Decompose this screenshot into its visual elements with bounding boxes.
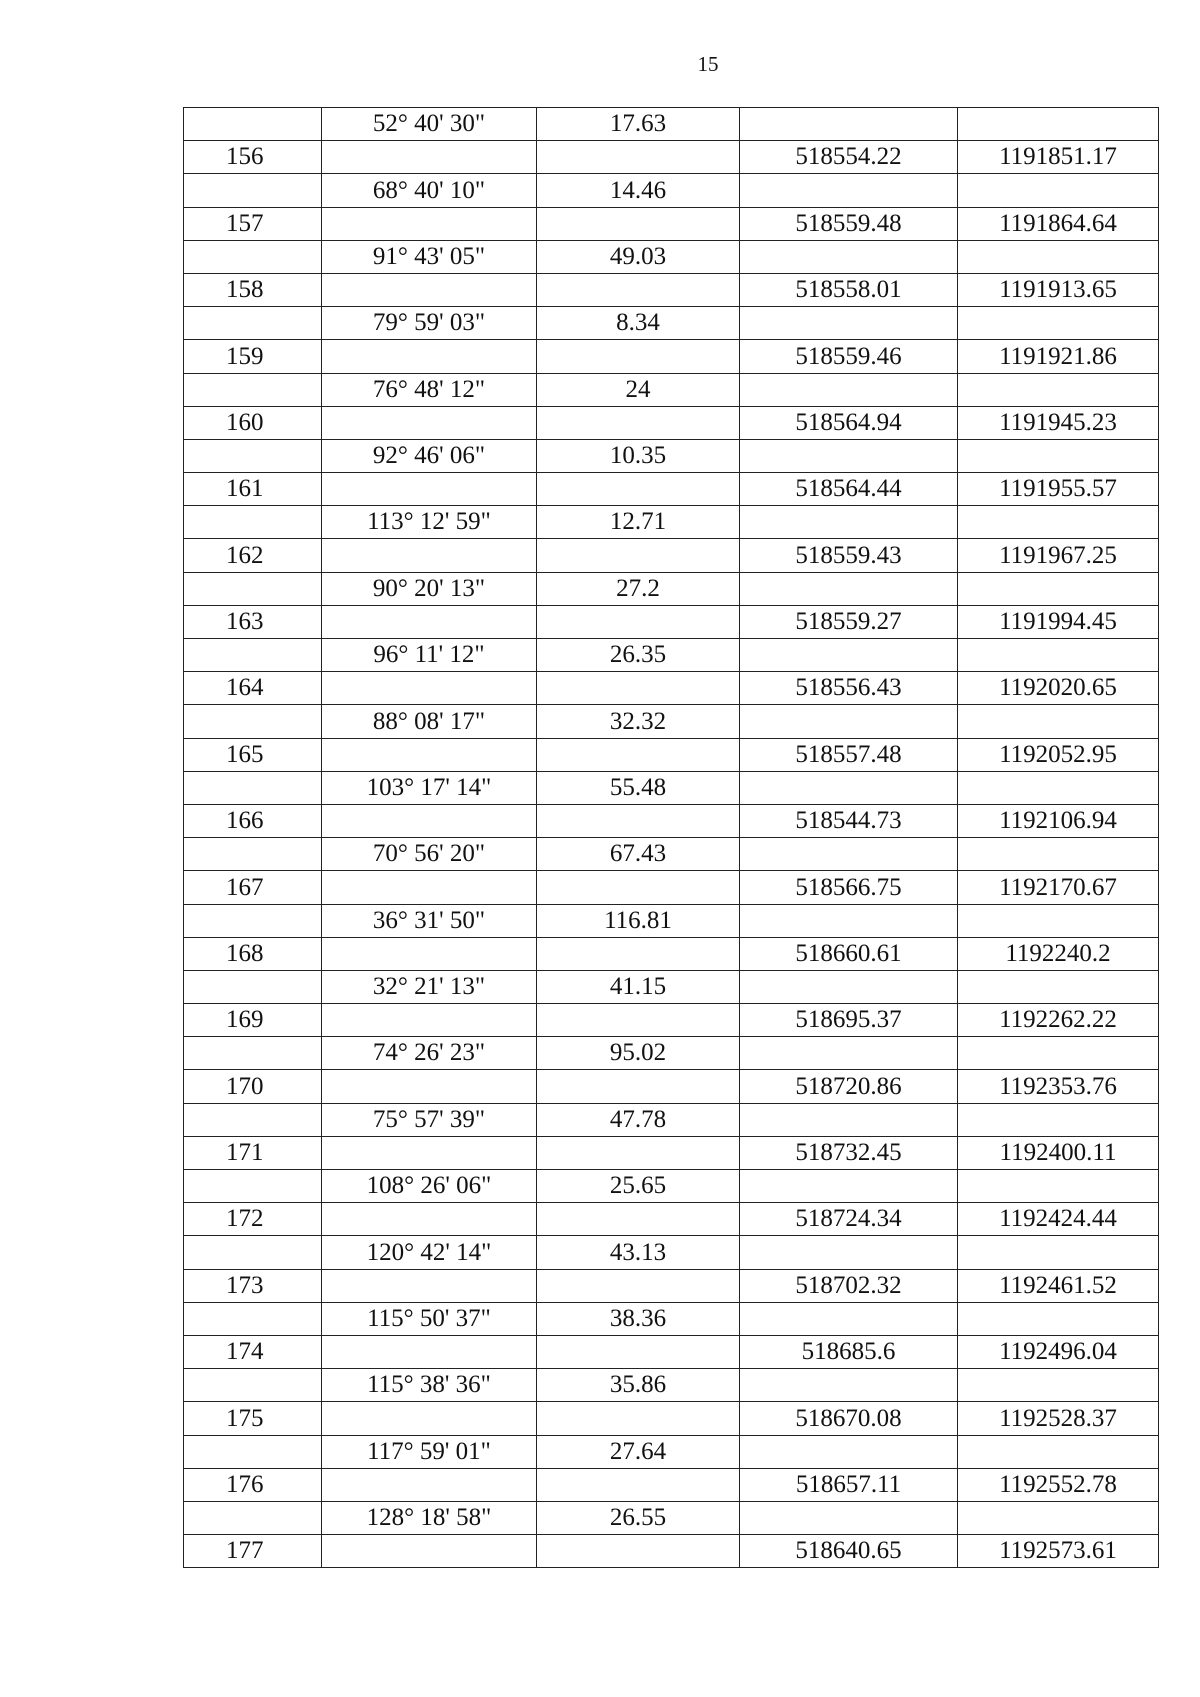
coordinates-table: [183, 107, 1159, 1568]
cell-y: [958, 439, 1159, 472]
cell-y: [958, 639, 1159, 672]
cell-x: [740, 174, 958, 207]
cell-y: [958, 572, 1159, 605]
cell-distance: 35.86: [537, 1369, 740, 1402]
cell-angle: [322, 273, 537, 306]
cell-point: 175: [184, 1402, 322, 1435]
table-row: [184, 1004, 1159, 1037]
cell-point: 174: [184, 1335, 322, 1368]
cell-x: [740, 771, 958, 804]
cell-distance: [537, 207, 740, 240]
cell-angle: [322, 539, 537, 572]
cell-point: 171: [184, 1136, 322, 1169]
cell-x: 518559.46: [740, 340, 958, 373]
table-row: [184, 771, 1159, 804]
cell-y: 1192461.52: [958, 1269, 1159, 1302]
cell-point: [184, 771, 322, 804]
cell-point: 157: [184, 207, 322, 240]
cell-angle: 115° 38' 36": [322, 1369, 537, 1402]
cell-angle: 96° 11' 12": [322, 639, 537, 672]
cell-point: [184, 1435, 322, 1468]
cell-point: [184, 904, 322, 937]
cell-point: [184, 439, 322, 472]
table-row: [184, 1369, 1159, 1402]
cell-distance: 95.02: [537, 1037, 740, 1070]
cell-y: 1192170.67: [958, 871, 1159, 904]
cell-angle: [322, 605, 537, 638]
table-row: [184, 1468, 1159, 1501]
table-row: [184, 273, 1159, 306]
cell-angle: 113° 12' 59": [322, 506, 537, 539]
cell-y: 1191913.65: [958, 273, 1159, 306]
cell-distance: 47.78: [537, 1103, 740, 1136]
cell-distance: 10.35: [537, 439, 740, 472]
coordinates-table-body: [184, 108, 1159, 1568]
cell-distance: 17.63: [537, 108, 740, 141]
cell-point: [184, 1236, 322, 1269]
cell-y: [958, 373, 1159, 406]
cell-y: [958, 705, 1159, 738]
cell-angle: 103° 17' 14": [322, 771, 537, 804]
cell-x: 518566.75: [740, 871, 958, 904]
cell-point: [184, 970, 322, 1003]
cell-point: 160: [184, 406, 322, 439]
cell-point: [184, 174, 322, 207]
cell-y: [958, 108, 1159, 141]
table-row: [184, 639, 1159, 672]
cell-angle: 117° 59' 01": [322, 1435, 537, 1468]
cell-x: [740, 1170, 958, 1203]
cell-y: [958, 838, 1159, 871]
cell-point: [184, 1302, 322, 1335]
cell-x: 518554.22: [740, 141, 958, 174]
table-row: [184, 970, 1159, 1003]
cell-point: 167: [184, 871, 322, 904]
cell-x: 518558.01: [740, 273, 958, 306]
cell-point: [184, 108, 322, 141]
cell-angle: 108° 26' 06": [322, 1170, 537, 1203]
cell-distance: [537, 738, 740, 771]
cell-angle: [322, 340, 537, 373]
cell-x: [740, 1501, 958, 1534]
cell-y: 1192528.37: [958, 1402, 1159, 1435]
cell-point: 173: [184, 1269, 322, 1302]
cell-angle: [322, 1269, 537, 1302]
table-row: [184, 1302, 1159, 1335]
cell-distance: 38.36: [537, 1302, 740, 1335]
cell-distance: [537, 141, 740, 174]
table-row: [184, 473, 1159, 506]
cell-x: 518544.73: [740, 804, 958, 837]
cell-y: 1192496.04: [958, 1335, 1159, 1368]
cell-angle: 90° 20' 13": [322, 572, 537, 605]
cell-y: [958, 506, 1159, 539]
table-row: [184, 1236, 1159, 1269]
cell-point: 176: [184, 1468, 322, 1501]
cell-x: 518702.32: [740, 1269, 958, 1302]
table-row: [184, 439, 1159, 472]
cell-angle: [322, 473, 537, 506]
cell-point: [184, 1369, 322, 1402]
cell-angle: [322, 207, 537, 240]
cell-point: 159: [184, 340, 322, 373]
cell-distance: 49.03: [537, 240, 740, 273]
cell-angle: 36° 31' 50": [322, 904, 537, 937]
cell-angle: [322, 1335, 537, 1368]
cell-distance: [537, 473, 740, 506]
cell-x: [740, 1369, 958, 1402]
cell-distance: [537, 539, 740, 572]
cell-angle: 128° 18' 58": [322, 1501, 537, 1534]
cell-y: 1191994.45: [958, 605, 1159, 638]
cell-x: 518557.48: [740, 738, 958, 771]
cell-x: [740, 307, 958, 340]
cell-point: 169: [184, 1004, 322, 1037]
cell-point: [184, 572, 322, 605]
table-row: [184, 307, 1159, 340]
cell-distance: 27.2: [537, 572, 740, 605]
table-row: [184, 738, 1159, 771]
cell-angle: 75° 57' 39": [322, 1103, 537, 1136]
cell-x: 518559.48: [740, 207, 958, 240]
cell-angle: 120° 42' 14": [322, 1236, 537, 1269]
cell-distance: 32.32: [537, 705, 740, 738]
cell-x: 518732.45: [740, 1136, 958, 1169]
table-row: [184, 1269, 1159, 1302]
cell-point: 168: [184, 937, 322, 970]
cell-y: 1192106.94: [958, 804, 1159, 837]
cell-point: 172: [184, 1203, 322, 1236]
cell-x: [740, 108, 958, 141]
cell-angle: [322, 141, 537, 174]
cell-x: [740, 1435, 958, 1468]
cell-angle: [322, 406, 537, 439]
cell-point: [184, 639, 322, 672]
cell-distance: [537, 1004, 740, 1037]
cell-point: 166: [184, 804, 322, 837]
cell-distance: [537, 605, 740, 638]
cell-distance: 43.13: [537, 1236, 740, 1269]
cell-y: [958, 970, 1159, 1003]
cell-x: [740, 838, 958, 871]
cell-distance: [537, 1535, 740, 1568]
table-row: [184, 340, 1159, 373]
table-row: [184, 373, 1159, 406]
cell-y: 1192424.44: [958, 1203, 1159, 1236]
cell-point: 163: [184, 605, 322, 638]
cell-point: [184, 705, 322, 738]
cell-y: [958, 1170, 1159, 1203]
cell-point: [184, 1501, 322, 1534]
cell-distance: 27.64: [537, 1435, 740, 1468]
cell-point: 164: [184, 672, 322, 705]
cell-x: [740, 1037, 958, 1070]
table-row: [184, 1103, 1159, 1136]
cell-point: 158: [184, 273, 322, 306]
cell-point: [184, 838, 322, 871]
cell-point: [184, 1170, 322, 1203]
cell-y: 1191851.17: [958, 141, 1159, 174]
table-row: [184, 539, 1159, 572]
cell-angle: [322, 672, 537, 705]
cell-y: [958, 904, 1159, 937]
cell-angle: 79° 59' 03": [322, 307, 537, 340]
cell-point: 170: [184, 1070, 322, 1103]
table-row: [184, 1037, 1159, 1070]
cell-x: [740, 240, 958, 273]
cell-distance: 67.43: [537, 838, 740, 871]
cell-y: [958, 1501, 1159, 1534]
table-row: [184, 174, 1159, 207]
cell-distance: [537, 871, 740, 904]
cell-y: 1191921.86: [958, 340, 1159, 373]
cell-x: [740, 970, 958, 1003]
table-row: [184, 1136, 1159, 1169]
cell-point: [184, 240, 322, 273]
cell-point: [184, 1103, 322, 1136]
cell-y: [958, 1037, 1159, 1070]
table-row: [184, 1170, 1159, 1203]
cell-angle: [322, 937, 537, 970]
cell-distance: 41.15: [537, 970, 740, 1003]
table-row: [184, 141, 1159, 174]
table-row: [184, 506, 1159, 539]
cell-y: [958, 174, 1159, 207]
cell-x: [740, 1103, 958, 1136]
table-row: [184, 1501, 1159, 1534]
table-row: [184, 1535, 1159, 1568]
cell-distance: 8.34: [537, 307, 740, 340]
cell-distance: [537, 1203, 740, 1236]
cell-angle: 68° 40' 10": [322, 174, 537, 207]
cell-distance: [537, 804, 740, 837]
cell-angle: 91° 43' 05": [322, 240, 537, 273]
cell-y: [958, 240, 1159, 273]
cell-distance: 55.48: [537, 771, 740, 804]
cell-x: 518657.11: [740, 1468, 958, 1501]
table-row: [184, 572, 1159, 605]
cell-angle: [322, 1136, 537, 1169]
cell-angle: 52° 40' 30": [322, 108, 537, 141]
cell-angle: [322, 1004, 537, 1037]
cell-y: 1191945.23: [958, 406, 1159, 439]
cell-x: 518724.34: [740, 1203, 958, 1236]
table-row: [184, 406, 1159, 439]
table-row: [184, 804, 1159, 837]
cell-y: [958, 1435, 1159, 1468]
table-row: [184, 672, 1159, 705]
cell-angle: 74° 26' 23": [322, 1037, 537, 1070]
cell-distance: 12.71: [537, 506, 740, 539]
cell-distance: 24: [537, 373, 740, 406]
cell-angle: [322, 1203, 537, 1236]
cell-angle: [322, 871, 537, 904]
cell-x: [740, 572, 958, 605]
cell-x: 518660.61: [740, 937, 958, 970]
cell-angle: 32° 21' 13": [322, 970, 537, 1003]
cell-x: 518670.08: [740, 1402, 958, 1435]
table-row: [184, 705, 1159, 738]
cell-distance: 25.65: [537, 1170, 740, 1203]
cell-y: 1192573.61: [958, 1535, 1159, 1568]
cell-y: 1192262.22: [958, 1004, 1159, 1037]
cell-x: 518559.43: [740, 539, 958, 572]
cell-point: [184, 506, 322, 539]
cell-y: 1192353.76: [958, 1070, 1159, 1103]
cell-y: 1192400.11: [958, 1136, 1159, 1169]
cell-y: 1191955.57: [958, 473, 1159, 506]
cell-x: 518559.27: [740, 605, 958, 638]
cell-y: [958, 1236, 1159, 1269]
cell-angle: [322, 1070, 537, 1103]
cell-y: 1192240.2: [958, 937, 1159, 970]
table-row: [184, 1203, 1159, 1236]
cell-point: 177: [184, 1535, 322, 1568]
table-row: [184, 240, 1159, 273]
cell-angle: 70° 56' 20": [322, 838, 537, 871]
cell-point: [184, 373, 322, 406]
cell-x: 518685.6: [740, 1335, 958, 1368]
table-row: [184, 1070, 1159, 1103]
cell-distance: [537, 1468, 740, 1501]
table-row: [184, 838, 1159, 871]
cell-distance: 26.55: [537, 1501, 740, 1534]
cell-y: 1191864.64: [958, 207, 1159, 240]
cell-x: 518564.44: [740, 473, 958, 506]
cell-point: 156: [184, 141, 322, 174]
cell-point: 165: [184, 738, 322, 771]
cell-point: 161: [184, 473, 322, 506]
cell-distance: [537, 937, 740, 970]
table-row: [184, 904, 1159, 937]
cell-angle: [322, 1402, 537, 1435]
cell-distance: 14.46: [537, 174, 740, 207]
table-row: [184, 1402, 1159, 1435]
cell-distance: [537, 1070, 740, 1103]
cell-point: [184, 1037, 322, 1070]
cell-distance: [537, 672, 740, 705]
cell-y: [958, 1302, 1159, 1335]
cell-distance: [537, 1269, 740, 1302]
cell-x: [740, 1302, 958, 1335]
table-row: [184, 1335, 1159, 1368]
cell-y: [958, 771, 1159, 804]
cell-angle: 88° 08' 17": [322, 705, 537, 738]
cell-x: 518695.37: [740, 1004, 958, 1037]
cell-x: 518720.86: [740, 1070, 958, 1103]
cell-y: [958, 307, 1159, 340]
cell-distance: [537, 1335, 740, 1368]
cell-angle: [322, 738, 537, 771]
cell-distance: 26.35: [537, 639, 740, 672]
cell-x: [740, 373, 958, 406]
cell-x: 518556.43: [740, 672, 958, 705]
cell-y: 1192020.65: [958, 672, 1159, 705]
cell-distance: 116.81: [537, 904, 740, 937]
cell-x: [740, 904, 958, 937]
cell-angle: 76° 48' 12": [322, 373, 537, 406]
table-row: [184, 937, 1159, 970]
cell-y: 1192552.78: [958, 1468, 1159, 1501]
cell-x: 518640.65: [740, 1535, 958, 1568]
cell-angle: [322, 1535, 537, 1568]
table-row: [184, 605, 1159, 638]
cell-y: [958, 1103, 1159, 1136]
cell-distance: [537, 273, 740, 306]
table-row: [184, 1435, 1159, 1468]
cell-x: [740, 1236, 958, 1269]
cell-x: [740, 705, 958, 738]
cell-angle: 115° 50' 37": [322, 1302, 537, 1335]
cell-point: 162: [184, 539, 322, 572]
table-row: [184, 207, 1159, 240]
cell-distance: [537, 340, 740, 373]
cell-y: 1191967.25: [958, 539, 1159, 572]
cell-x: [740, 639, 958, 672]
table-row: [184, 108, 1159, 141]
cell-x: 518564.94: [740, 406, 958, 439]
cell-x: [740, 439, 958, 472]
table-row: [184, 871, 1159, 904]
cell-distance: [537, 1402, 740, 1435]
cell-x: [740, 506, 958, 539]
page-number: 15: [697, 52, 719, 76]
cell-distance: [537, 406, 740, 439]
cell-angle: [322, 1468, 537, 1501]
cell-distance: [537, 1136, 740, 1169]
cell-angle: [322, 804, 537, 837]
cell-y: 1192052.95: [958, 738, 1159, 771]
cell-point: [184, 307, 322, 340]
cell-y: [958, 1369, 1159, 1402]
cell-angle: 92° 46' 06": [322, 439, 537, 472]
